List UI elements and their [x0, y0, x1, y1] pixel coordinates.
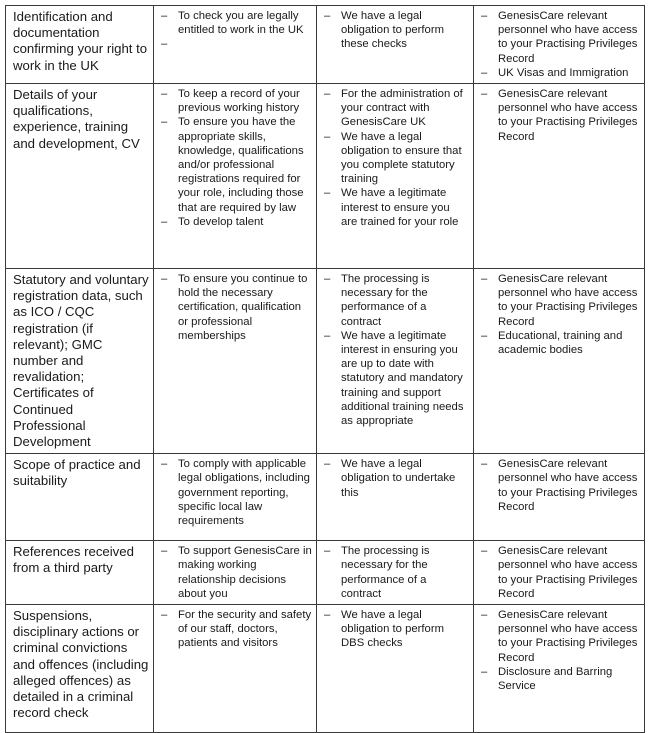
recipients-list — [481, 608, 640, 693]
purpose-cell — [154, 269, 317, 454]
recipients-list — [481, 272, 640, 357]
list-item: – Educational, training and academic bodies — [481, 329, 640, 357]
purpose-list — [161, 608, 312, 651]
purpose-list — [161, 457, 312, 528]
lawful-basis-cell — [317, 84, 474, 269]
purpose-cell — [154, 605, 317, 733]
purpose-cell — [154, 541, 317, 605]
lawful-basis-cell — [317, 269, 474, 454]
list-item: – To keep a record of your previous working history — [161, 87, 312, 115]
list-item: – GenesisCare relevant personnel who have access to your Practising Privileges Record — [481, 457, 640, 514]
list-item: – For the security and safety of our staff, doctors, patients and visitors — [161, 608, 312, 651]
list-item: – Disclosure and Barring Service — [481, 665, 640, 693]
list-item: – UK Visas and Immigration — [481, 66, 640, 80]
list-item: – We have a legal obligation to perform DBS checks — [324, 608, 469, 651]
table-row — [6, 454, 645, 541]
list-item: – For the administration of your contract with GenesisCare UK — [324, 87, 469, 130]
list-item: – GenesisCare relevant personnel who have access to your Practising Privileges Record — [481, 608, 640, 665]
lawful-basis-list — [324, 608, 469, 651]
table-row — [6, 84, 645, 269]
purpose-list — [161, 544, 312, 601]
lawful-basis-cell — [317, 541, 474, 605]
purpose-list — [161, 9, 312, 52]
table-row — [6, 269, 645, 454]
table-row — [6, 605, 645, 733]
list-item: – To support GenesisCare in making working relationship decisions about you — [161, 544, 312, 601]
list-item: – We have a legal obligation to undertake this — [324, 457, 469, 500]
recipients-list — [481, 544, 640, 601]
data-processing-table — [5, 5, 645, 733]
purpose-list — [161, 272, 312, 343]
recipients-list — [481, 87, 640, 144]
list-item: – GenesisCare relevant personnel who have access to your Practising Privileges Record — [481, 544, 640, 601]
table-row — [6, 6, 645, 84]
lawful-basis-cell — [317, 454, 474, 541]
recipients-cell — [474, 6, 645, 84]
recipients-cell — [474, 454, 645, 541]
table-row — [6, 541, 645, 605]
lawful-basis-list — [324, 272, 469, 428]
recipients-list — [481, 9, 640, 80]
lawful-basis-cell — [317, 6, 474, 84]
lawful-basis-list — [324, 544, 469, 601]
list-item — [161, 37, 312, 51]
list-item: – To check you are legally entitled to work in the UK — [161, 9, 312, 37]
data-category-cell: References received from a third party — [6, 541, 154, 605]
list-item: – We have a legal obligation to ensure that you complete statutory training — [324, 130, 469, 187]
list-item: – The processing is necessary for the performance of a contract — [324, 544, 469, 601]
recipients-cell — [474, 541, 645, 605]
recipients-cell — [474, 605, 645, 733]
lawful-basis-list — [324, 457, 469, 500]
data-category-cell: Details of your qualifications, experience, training and development, CV — [6, 84, 154, 269]
list-item: – We have a legitimate interest to ensure you are trained for your role — [324, 186, 469, 229]
recipients-cell — [474, 269, 645, 454]
recipients-cell — [474, 84, 645, 269]
list-item: – The processing is necessary for the performance of a contract — [324, 272, 469, 329]
data-category-cell: Identification and documentation confirming your right to work in the UK — [6, 6, 154, 84]
lawful-basis-list — [324, 87, 469, 229]
lawful-basis-list — [324, 9, 469, 52]
list-item: – GenesisCare relevant personnel who have access to your Practising Privileges Record — [481, 87, 640, 144]
list-item: – To ensure you have the appropriate skills, knowledge, qualifications and/or professional registrations required for your role, including those that are required by law — [161, 115, 312, 214]
data-category-cell: Statutory and voluntary registration data, such as ICO / CQC registration (if relevant); GMC number and revalidation; Certificates of Continued Professional Development — [6, 269, 154, 454]
data-category-cell: Suspensions, disciplinary actions or criminal convictions and offences (including alleged offences) as detailed in a criminal record check — [6, 605, 154, 733]
list-item: – To develop talent — [161, 215, 312, 229]
list-item: – GenesisCare relevant personnel who have access to your Practising Privileges Record — [481, 272, 640, 329]
recipients-list — [481, 457, 640, 514]
list-item: – We have a legitimate interest in ensuring you are up to date with statutory and mandatory training and support additional training needs as appropriate — [324, 329, 469, 428]
data-category-cell: Scope of practice and suitability — [6, 454, 154, 541]
list-item: – To comply with applicable legal obligations, including government reporting, specific local law requirements — [161, 457, 312, 528]
purpose-cell — [154, 454, 317, 541]
list-item: – GenesisCare relevant personnel who have access to your Practising Privileges Record — [481, 9, 640, 66]
list-item: – We have a legal obligation to perform these checks — [324, 9, 469, 52]
purpose-list — [161, 87, 312, 229]
lawful-basis-cell — [317, 605, 474, 733]
list-item: – To ensure you continue to hold the necessary certification, qualification or professional memberships — [161, 272, 312, 343]
purpose-cell — [154, 84, 317, 269]
purpose-cell — [154, 6, 317, 84]
